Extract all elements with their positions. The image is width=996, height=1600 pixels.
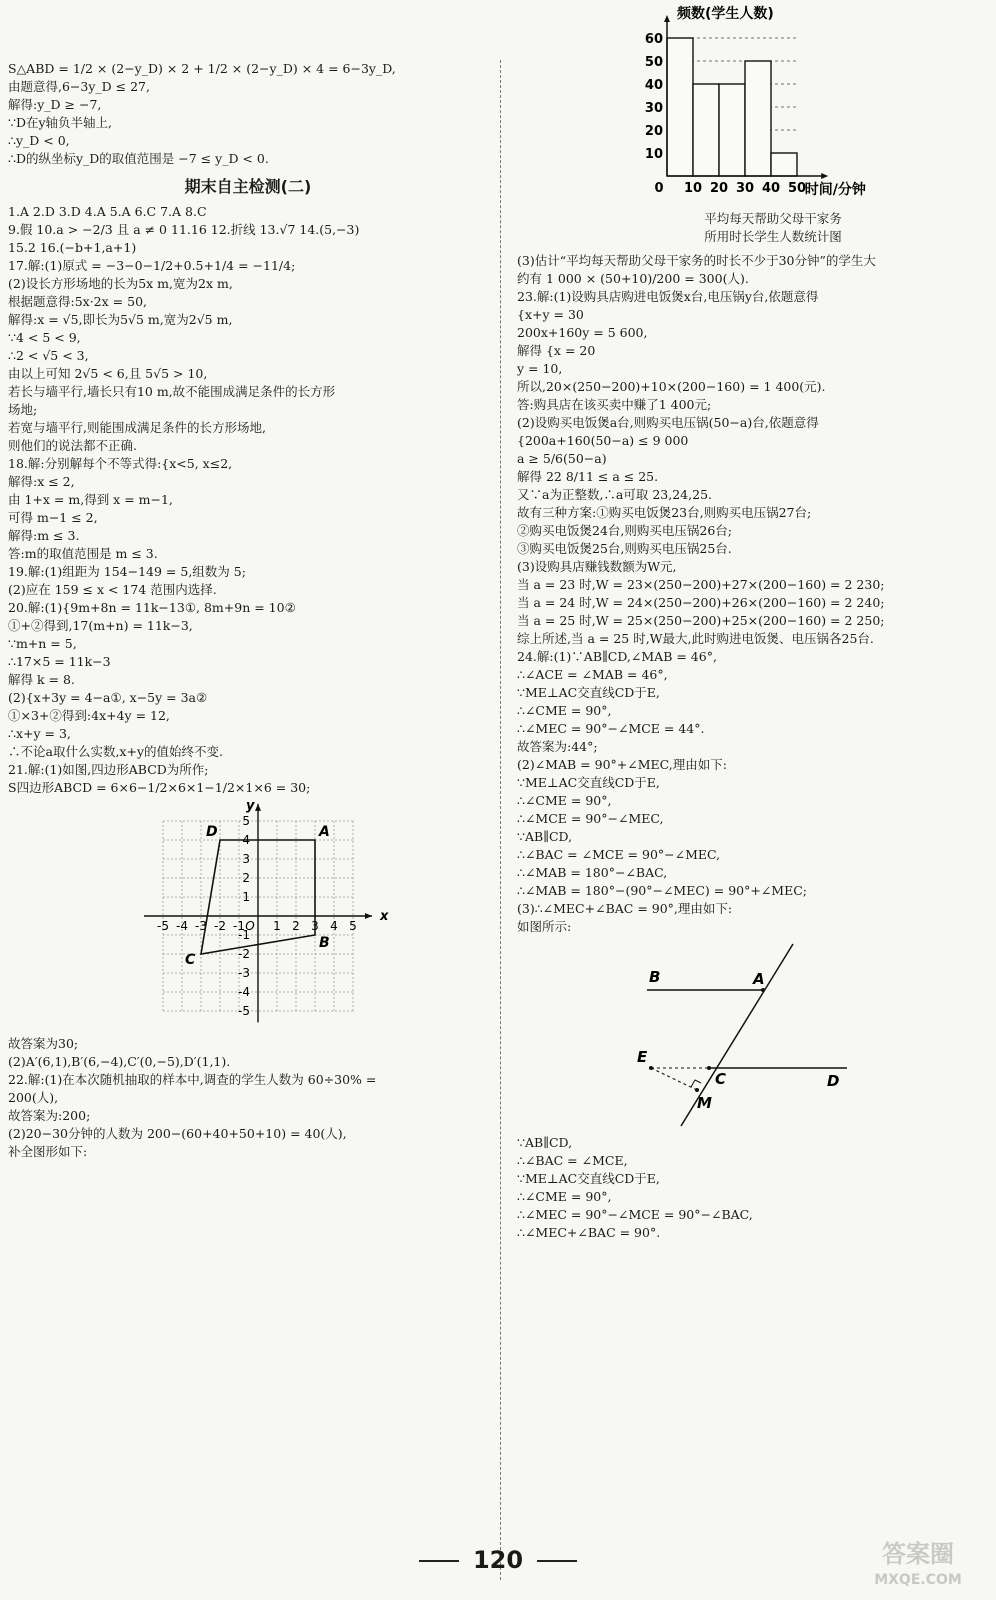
left-column [8, 60, 488, 1161]
text-line: (2)应在 159 ≤ x < 174 范围内选择. [8, 582, 217, 597]
x-axis-arrow [821, 173, 828, 179]
y-axis-label: 频数(学生人数) [677, 6, 774, 22]
point-label-b: B [649, 968, 661, 986]
x-tick-label: 20 [709, 181, 729, 196]
y-tick-label: 30 [644, 101, 663, 116]
x-tick-label: -4 [176, 919, 188, 933]
text-line: ∴∠CME = 90°, [517, 793, 612, 808]
text-line: 18.解:分别解每个不等式得:{x<5, x≤2, [8, 456, 233, 471]
text-line: 当 a = 24 时,W = 24×(250−200)+26×(200−160) = 2 240; [517, 595, 885, 610]
histogram-bar [667, 38, 693, 176]
y-axis-label: y [246, 798, 255, 814]
point-label-d: D [206, 824, 218, 840]
histogram-chart [627, 6, 866, 206]
histogram-bar [693, 84, 719, 176]
page-number [0, 1546, 996, 1574]
page-number-dash-left [419, 1560, 459, 1562]
text-line: 故答案为30; [8, 1036, 79, 1051]
point-label-c: C [185, 952, 196, 968]
answers-block-right [517, 252, 989, 936]
text-line: ∵4 < 5 < 9, [8, 330, 81, 345]
text-line: 故答案为:200; [8, 1108, 91, 1123]
point-label-e: E [637, 1048, 648, 1066]
text-line: ∴∠MEC = 90°−∠MCE = 44°. [517, 721, 705, 736]
coordinate-grid-figure [138, 798, 389, 1031]
text-line: 15.2 16.(−b+1,a+1) [8, 240, 137, 255]
text-line: {200a+160(50−a) ≤ 9 000 [517, 433, 689, 448]
point-label-a: A [319, 824, 330, 840]
text-line: 23.解:(1)设购具店购进电饭煲x台,电压锅y台,依题意得 [517, 289, 819, 304]
text-line: ∴2 < √5 < 3, [8, 348, 89, 363]
y-axis-arrow [255, 804, 261, 811]
y-tick-label: 40 [644, 78, 663, 93]
x-tick-label: -2 [214, 919, 226, 933]
answers-block-24-3 [517, 1134, 989, 1242]
text-line: 若宽与墙平行,则能围成满足条件的长方形场地, [8, 420, 266, 435]
text-line: ③购买电饭煲25台,则购买电压锅25台. [517, 541, 732, 556]
text-line: 24.解:(1)∵AB∥CD,∠MAB = 46°, [517, 649, 717, 664]
text-line: 又∵a为正整数,∴a可取 23,24,25. [517, 487, 712, 502]
text-line: ∵D在y轴负半轴上, [8, 115, 113, 130]
text-line: ∴∠ACE = ∠MAB = 46°, [517, 667, 668, 682]
answers-block-22 [8, 1035, 488, 1161]
text-line: 补全图形如下: [8, 1144, 88, 1159]
text-line: 9.假 10.a > −2/3 且 a ≠ 0 11.16 12.折线 13.√7 14.(5,−3) [8, 222, 360, 237]
text-line: ∴∠MAB = 180°−∠BAC, [517, 865, 668, 880]
y-tick-label: -2 [238, 947, 250, 961]
x-axis-label: 时间/分钟 [804, 182, 866, 198]
column-divider [500, 60, 501, 1580]
x-tick-label: O [245, 919, 255, 933]
point-dot [695, 1088, 699, 1092]
text-line: ∴∠BAC = ∠MCE = 90°−∠MEC, [517, 847, 721, 862]
x-tick-label: 50 [787, 181, 807, 196]
text-line: ∵AB∥CD, [517, 829, 573, 844]
text-line: ∴x+y = 3, [8, 726, 71, 741]
text-line: y = 10, [517, 361, 563, 376]
page-number-text: 120 [472, 1546, 524, 1574]
point-label-m: M [697, 1094, 712, 1112]
text-line: 解得:m ≤ 3. [8, 528, 80, 543]
text-line: 解得 k = 8. [8, 672, 75, 687]
text-line: 由题意得,6−3y_D ≤ 27, [8, 79, 150, 94]
text-line: 解得:y_D ≥ −7, [8, 97, 102, 112]
text-line: 解得:x = √5,即长为5√5 m,宽为2√5 m, [8, 312, 233, 327]
histogram-bar [771, 153, 797, 176]
watermark-line-1: 答案圈 [882, 1540, 954, 1568]
text-line: ∵m+n = 5, [8, 636, 77, 651]
text-line: ∴17×5 = 11k−3 [8, 654, 111, 669]
text-line: 22.解:(1)在本次随机抽取的样本中,调查的学生人数为 60÷30% = [8, 1072, 377, 1087]
chart-caption-line-1: 平均每天帮助父母干家务 [704, 211, 842, 226]
text-line: 若长与墙平行,墙长只有10 m,故不能围成满足条件的长方形 [8, 384, 336, 399]
y-tick-label: -5 [238, 1004, 250, 1018]
x-tick-label: 2 [292, 919, 300, 933]
text-line: 故有三种方案:①购买电饭煲23台,则购买电压锅27台; [517, 505, 812, 520]
text-line: 可得 m−1 ≤ 2, [8, 510, 98, 525]
text-line: ∴∠BAC = ∠MCE, [517, 1153, 628, 1168]
histogram-bar [745, 61, 771, 176]
text-line: (2)设购买电饭煲a台,则购买电压锅(50−a)台,依题意得 [517, 415, 819, 430]
carryover-solution [8, 60, 488, 168]
text-line: 根据题意得:5x·2x = 50, [8, 294, 147, 309]
text-line: 由 1+x = m,得到 x = m−1, [8, 492, 173, 507]
text-line: ②购买电饭煲24台,则购买电压锅26台; [517, 523, 732, 538]
text-line: ∴y_D < 0, [8, 133, 70, 148]
x-tick-label: 4 [330, 919, 338, 933]
text-line: 则他们的说法都不正确. [8, 438, 137, 453]
x-tick-label: 3 [311, 919, 319, 933]
text-line: ∵ME⊥AC交直线CD于E, [517, 1171, 660, 1186]
text-line: 综上所述,当 a = 25 时,W最大,此时购进电饭煲、电压锅各25台. [517, 631, 874, 646]
parallel-lines-figure [617, 940, 847, 1130]
x-tick-label: 40 [761, 181, 781, 196]
point-dot [649, 1066, 653, 1070]
y-tick-label: -3 [238, 966, 250, 980]
text-line: S四边形ABCD = 6×6−1/2×6×1−1/2×1×6 = 30; [8, 780, 311, 795]
text-line: 答:购具店在该买卖中赚了1 400元; [517, 397, 712, 412]
text-line: ①+②得到,17(m+n) = 11k−3, [8, 618, 193, 633]
watermark-line-2: MXQE.COM [874, 1572, 962, 1588]
y-tick-label: 4 [242, 833, 250, 847]
text-line: (2)A′(6,1),B′(6,−4),C′(0,−5),D′(1,1). [8, 1054, 231, 1069]
y-tick-label: -1 [238, 928, 250, 942]
histogram-bar [719, 84, 745, 176]
point-label-a: A [753, 970, 765, 988]
x-tick-label: -1 [233, 919, 245, 933]
point-dot [707, 1066, 711, 1070]
text-line: (3)估计“平均每天帮助父母干家务的时长不少于30分钟”的学生大 [517, 253, 876, 268]
text-line: 约有 1 000 × (50+10)/200 = 300(人). [517, 271, 749, 286]
y-axis-arrow [664, 15, 670, 22]
page-number-dash-right [537, 1560, 577, 1562]
text-line: ∴∠CME = 90°, [517, 1189, 612, 1204]
section-title: 期末自主检测(二) [184, 177, 312, 196]
text-line: 200(人), [8, 1090, 59, 1105]
text-line: 17.解:(1)原式 = −3−0−1/2+0.5+1/4 = −11/4; [8, 258, 296, 273]
text-line: 21.解:(1)如图,四边形ABCD为所作; [8, 762, 209, 777]
text-line: ∵AB∥CD, [517, 1135, 573, 1150]
text-line: ∵ME⊥AC交直线CD于E, [517, 775, 660, 790]
text-line: (2){x+3y = 4−a①, x−5y = 3a② [8, 690, 208, 705]
text-line: ∴∠CME = 90°, [517, 703, 612, 718]
y-tick-label: 10 [644, 147, 663, 162]
chart-caption [557, 210, 989, 246]
y-tick-label: 1 [242, 890, 250, 904]
text-line: ∴不论a取什么实数,x+y的值始终不变. [8, 744, 223, 759]
text-line: ∴∠MEC = 90°−∠MCE = 90°−∠BAC, [517, 1207, 753, 1222]
text-line: ∴∠MEC+∠BAC = 90°. [517, 1225, 661, 1240]
answers-block [8, 203, 488, 797]
text-line: 解得 22 8/11 ≤ a ≤ 25. [517, 469, 659, 484]
text-line: (3)设购具店赚钱数额为W元, [517, 559, 677, 574]
point-label-d: D [827, 1072, 840, 1090]
y-tick-label: 3 [242, 852, 250, 866]
text-line: 当 a = 25 时,W = 25×(250−200)+25×(200−160) = 2 250; [517, 613, 885, 628]
y-tick-label: 2 [242, 871, 250, 885]
x-tick-label: -3 [195, 919, 207, 933]
text-line: S△ABD = 1/2 × (2−y_D) × 2 + 1/2 × (2−y_D) × 4 = 6−3y_D, [8, 61, 396, 76]
x-tick-label: 0 [654, 181, 664, 196]
x-tick-label: 10 [683, 181, 703, 196]
watermark-logo [852, 1532, 984, 1592]
text-line: ①×3+②得到:4x+4y = 12, [8, 708, 170, 723]
text-line: ∴∠MAB = 180°−(90°−∠MEC) = 90°+∠MEC; [517, 883, 808, 898]
chart-caption-line-2: 所用时长学生人数统计图 [704, 229, 842, 244]
x-tick-label: 30 [735, 181, 755, 196]
point-dot [761, 988, 765, 992]
point-label-b: B [319, 935, 330, 951]
text-line: 19.解:(1)组距为 154−149 = 5,组数为 5; [8, 564, 246, 579]
x-tick-label: -5 [157, 919, 169, 933]
x-axis-label: x [380, 909, 389, 924]
y-tick-label: 20 [644, 124, 663, 139]
segment-EM [651, 1068, 697, 1090]
text-line: 当 a = 23 时,W = 23×(250−200)+27×(200−160) = 2 230; [517, 577, 885, 592]
text-line: (2)设长方形场地的长为5x m,宽为2x m, [8, 276, 233, 291]
text-line: ∴D的纵坐标y_D的取值范围是 −7 ≤ y_D < 0. [8, 151, 269, 166]
text-line: 1.A 2.D 3.D 4.A 5.A 6.C 7.A 8.C [8, 204, 207, 219]
y-tick-label: 50 [644, 55, 663, 70]
y-tick-label: -4 [238, 985, 250, 999]
text-line: 故答案为:44°; [517, 739, 598, 754]
text-line: 解得:x ≤ 2, [8, 474, 75, 489]
text-line: a ≥ 5/6(50−a) [517, 451, 607, 466]
text-line: 20.解:(1){9m+8n = 11k−13①, 8m+9n = 10② [8, 600, 296, 615]
text-line: 所以,20×(250−200)+10×(200−160) = 1 400(元). [517, 379, 826, 394]
text-line: 如图所示: [517, 919, 572, 934]
right-angle-mark [691, 1080, 701, 1087]
text-line: 由以上可知 2√5 < 6,且 5√5 > 10, [8, 366, 208, 381]
y-tick-label: 60 [644, 32, 663, 47]
text-line: 解得 {x = 20 [517, 343, 596, 358]
y-tick-label: 5 [242, 814, 250, 828]
text-line: 200x+160y = 5 600, [517, 325, 648, 340]
text-line: (2)20−30分钟的人数为 200−(60+40+50+10) = 40(人), [8, 1126, 347, 1141]
x-tick-label: 1 [273, 919, 281, 933]
text-line: 场地; [8, 402, 38, 417]
text-line: {x+y = 30 [517, 307, 584, 322]
point-label-c: C [715, 1070, 727, 1088]
x-tick-label: 5 [349, 919, 357, 933]
text-line: (3)∴∠MEC+∠BAC = 90°,理由如下: [517, 901, 733, 916]
text-line: 答:m的取值范围是 m ≤ 3. [8, 546, 158, 561]
text-line: ∵ME⊥AC交直线CD于E, [517, 685, 660, 700]
text-line: ∴∠MCE = 90°−∠MEC, [517, 811, 664, 826]
x-axis-arrow [365, 913, 372, 919]
text-line: (2)∠MAB = 90°+∠MEC,理由如下: [517, 757, 727, 772]
right-column [517, 6, 989, 1242]
